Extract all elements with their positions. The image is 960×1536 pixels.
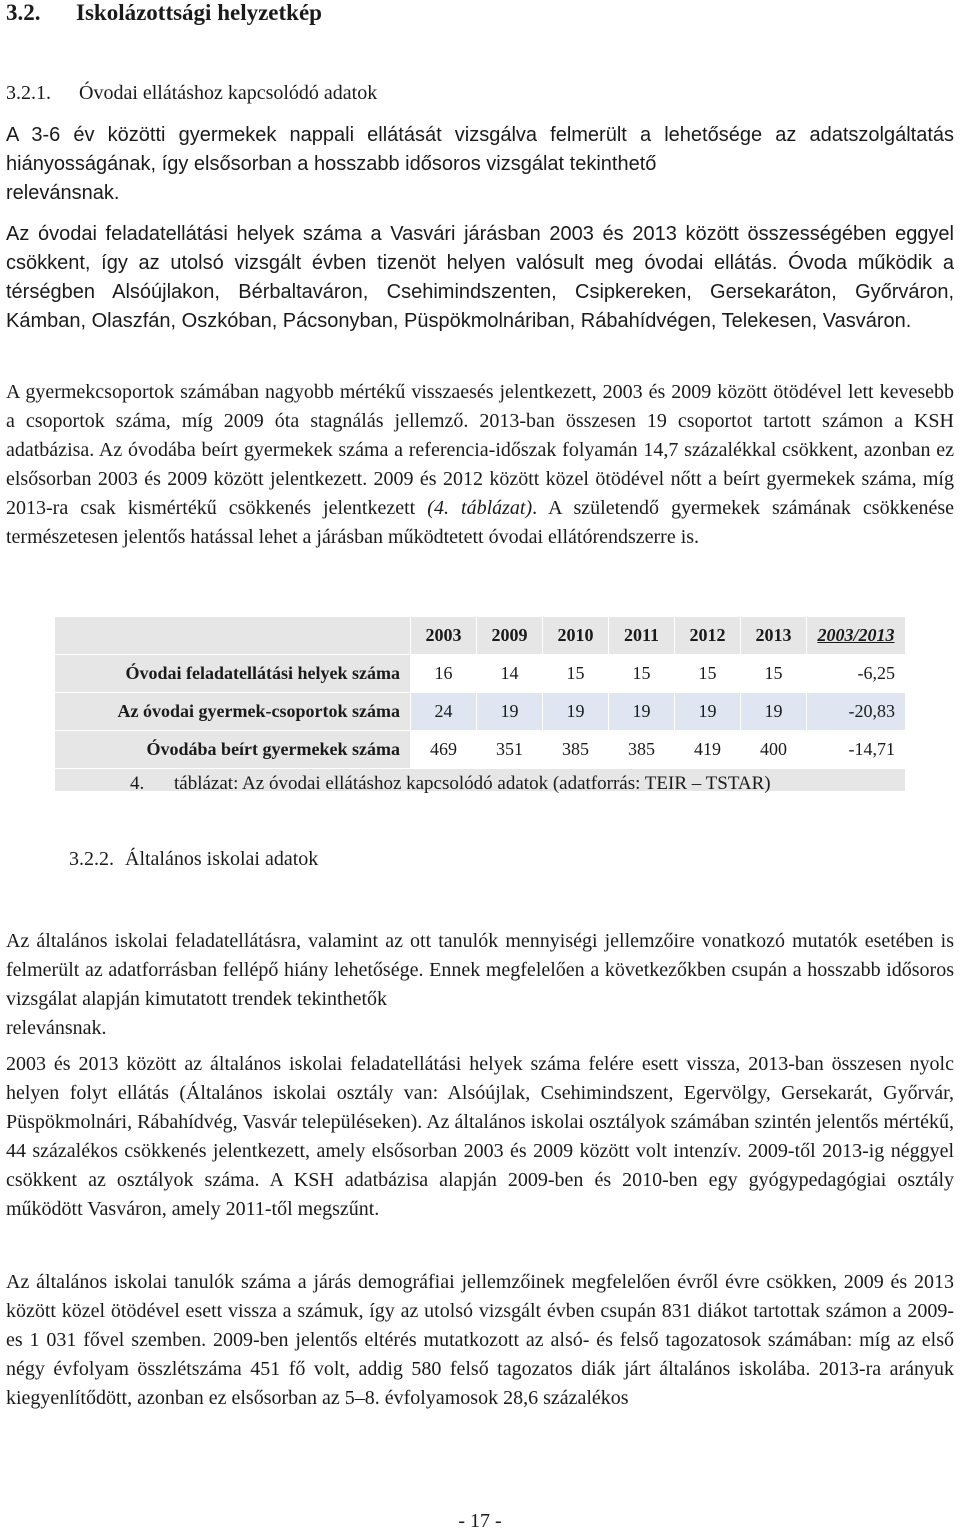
subsection-number: 3.2.1. [6,82,51,104]
table-row [55,693,906,731]
table-cell: 385 [543,731,609,769]
paragraph-3-text-a: A gyermekcsoportok számában nagyobb mértékű visszaesés jelentkezett, 2003 és 2009 között ötödével lett kevesebb a csoportok száma, míg 2009 óta stagnálás jellemző. 2013-ban összesen 19 csoportot tartott számon a KSH adatbázisa. Az óvodába beírt gyermekek száma a referencia-időszak folyamán 14,7 százalékkal csökkent, azonban ez elsősorban 2003 és 2009 között jelentkezett. 2009 és 2012 között közel ötödével nőtt a beírt gyermekek száma, míg 2013-ra csak kismértékű csökkenés jelentkezett [6,381,954,519]
table-cell: 15 [675,655,741,693]
subsection-heading-2 [6,848,318,871]
table-row [55,655,906,693]
header-cell: 2003 [411,617,477,655]
paragraph-4 [6,927,954,1043]
subsection-title: Általános iskolai adatok [125,848,319,870]
header-cell: 2013 [741,617,807,655]
table-cell: 15 [609,655,675,693]
paragraph-6: Az általános iskolai tanulók száma a járás demográfiai jellemzőinek megfelelően évről évre csökken, 2009 és 2013 között közel ötödével esett vissza a számuk, így az utolsó vizsgált évben csupán 831 diákot tartottak számon a 2009-es 1 031 fővel szemben. 2009-ben jelentős eltérés mutatkozott az alsó- és felső tagozatosok számában: míg az első négy évfolyam összlétszáma 451 fő volt, addig 580 felső tagozatos diák járt általános iskolába. 2013-ra arányuk kiegyenlítődött, azonban ez elsősorban az 5–8. évfolyamosok 28,6 százalékos [6,1271,954,1409]
table-cell-change: -14,71 [807,731,906,769]
table-cell: 24 [411,693,477,731]
section-number: 3.2. [6,0,41,25]
paragraph-1-tail: relevánsnak. [6,182,120,204]
kindergarten-data-table [54,616,906,792]
header-cell: 2010 [543,617,609,655]
table-cell: 19 [477,693,543,731]
table-cell: 419 [675,731,741,769]
row-label: Óvodai feladatellátási helyek száma [55,655,411,693]
table-cell-change: -6,25 [807,655,906,693]
table-cell-change: -20,83 [807,693,906,731]
paragraph-5: 2003 és 2013 között az általános iskolai feladatellátási helyek száma felére esett vissza, 2013-ban összesen nyolc helyen folyt ellátás (Általános iskolai osztály van: Alsóújlak, Csehimindszent, Egervölgy, Gersekarát, Győrvár, Püspökmolnári, Rábahídvég, Vasvár településeken). Az általános iskolai osztályok számában szintén jelentős mértékű, 44 százalékos csökkenés jelentkezett, amely elsősorban 2003 és 2009 között volt intenzív. 2009-től 2013-ig néggyel csökkent az osztályok száma. A KSH adatbázisa alapján 2009-ben és 2010-ben egy gyógypedagógiai osztály működött Vasváron, amely 2011-től megszűnt. [6,1053,954,1220]
caption-text: táblázat: Az óvodai ellátáshoz kapcsolódó adatok (adatforrás: TEIR – TSTAR) [174,773,771,794]
row-label: Az óvodai gyermek-csoportok száma [55,693,411,731]
table-cell: 16 [411,655,477,693]
table-row [55,731,906,769]
table-caption [130,773,771,795]
subsection-title: Óvodai ellátáshoz kapcsolódó adatok [79,82,378,104]
page-number: - 17 - [458,1510,502,1532]
caption-number: 4. [130,773,145,794]
table-cell: 385 [609,731,675,769]
header-cell: 2009 [477,617,543,655]
table-cell: 15 [543,655,609,693]
section-title: Iskolázottsági helyzetkép [76,0,322,25]
paragraph-2: Az óvodai feladatellátási helyek száma a Vasvári járásban 2003 és 2013 között összességében eggyel csökkent, így az utolsó vizsgált évben tizenöt helyen valósult meg óvodai ellátás. Óvoda működik a térségben Alsóújlakon, Bérbaltaváron, Csehimindszenten, Csipkereken, Gersekaráton, Győrváron, Kámban, Olaszfán, Oszkóban, Pácsonyban, Püspökmolnáriban, Rábahídvégen, Telekesen, Vasváron. [6,223,954,332]
row-label: Óvodába beírt gyermekek száma [55,731,411,769]
section-heading [6,0,322,26]
table-cell: 19 [675,693,741,731]
table-cell: 19 [741,693,807,731]
table-cell: 19 [609,693,675,731]
header-cell-change: 2003/2013 [807,617,906,655]
header-cell: 2011 [609,617,675,655]
table-cell: 469 [411,731,477,769]
paragraph-4-tail: relevánsnak. [6,1017,107,1039]
paragraph-3 [6,378,954,552]
paragraph-1-text: A 3-6 év közötti gyermekek nappali ellátását vizsgálva felmerült a lehetősége az adatszolgáltatás hiányosságának, így elsősorban a hosszabb idősoros vizsgálat tekinthető [6,124,954,175]
paragraph-3-text-b: . A születendő gyermekek számának csökkenése természetesen jelentős hatással lehet a járásban működtetett óvodai ellátórendszerre is. [6,497,954,548]
table-cell: 351 [477,731,543,769]
paragraph-4-text: Az általános iskolai feladatellátásra, valamint az ott tanulók mennyiségi jellemzőire vonatkozó mutatók esetében is felmerült az adatforrásban fellépő hiány lehetősége. Ennek megfelelően a következőkben csupán a hosszabb idősoros vizsgálat alapján kimutatott trendek tekinthetők [6,930,954,1010]
table-cell: 400 [741,731,807,769]
table-cell: 15 [741,655,807,693]
subsection-number: 3.2.2. [69,848,114,870]
table-reference: (4. táblázat) [427,497,533,519]
table-corner-cell [55,617,411,655]
table-cell: 19 [543,693,609,731]
paragraph-1 [6,121,954,208]
subsection-heading-1 [6,82,377,105]
table-header-row [55,617,906,655]
table-cell: 14 [477,655,543,693]
header-cell: 2012 [675,617,741,655]
